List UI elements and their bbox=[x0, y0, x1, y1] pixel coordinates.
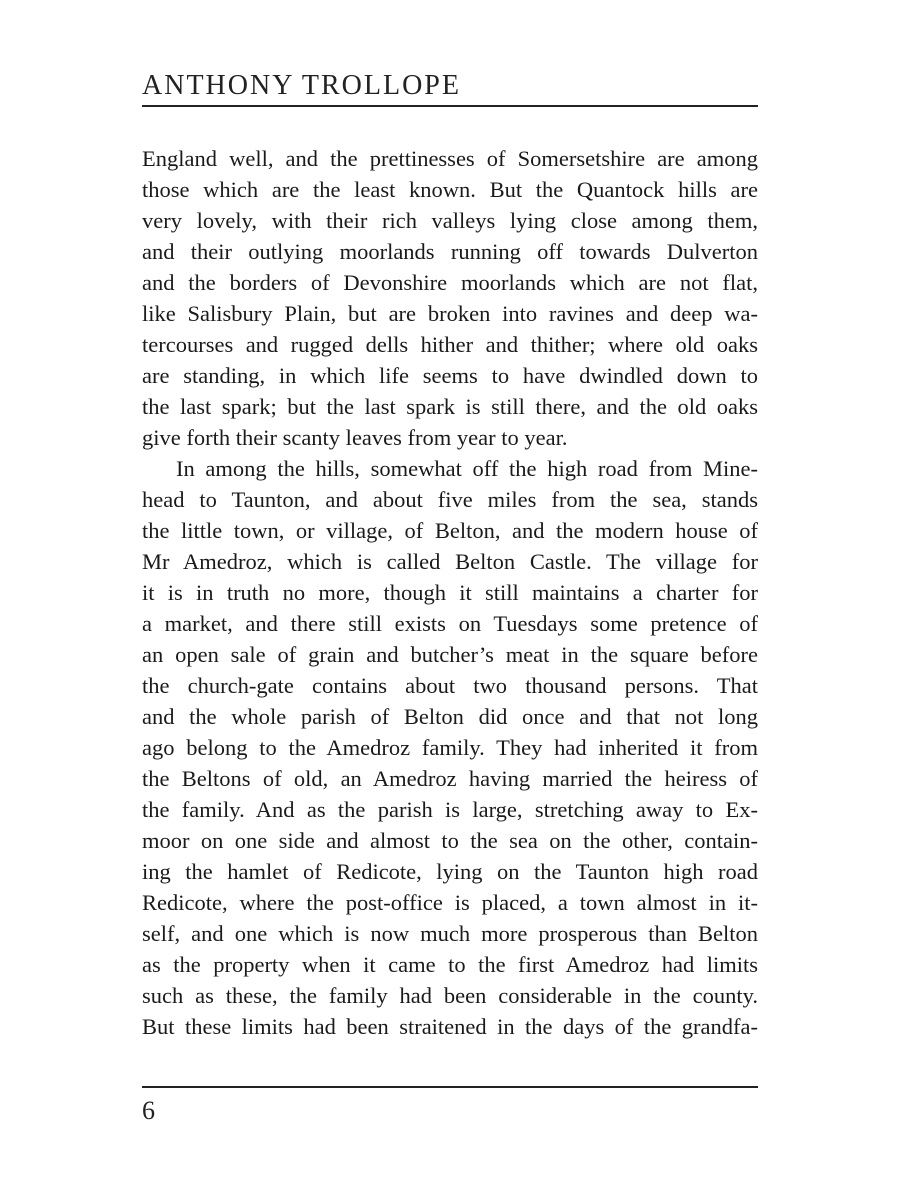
text-line: ing the hamlet of Redicote, lying on the Taunton high road bbox=[142, 859, 758, 884]
text-line: give forth their scanty leaves from year to year. bbox=[142, 425, 568, 450]
text-line: an open sale of grain and butcher’s meat in the square before bbox=[142, 642, 758, 667]
text-line: and their outlying moorlands running off towards Dulverton bbox=[142, 239, 758, 264]
text-line: are standing, in which life seems to have dwindled down to bbox=[142, 363, 758, 388]
text-line: it is in truth no more, though it still maintains a charter for bbox=[142, 580, 758, 605]
text-line: head to Taunton, and about five miles from the sea, stands bbox=[142, 487, 758, 512]
text-line: and the borders of Devonshire moorlands which are not flat, bbox=[142, 270, 758, 295]
text-line: self, and one which is now much more prosperous than Belton bbox=[142, 921, 758, 946]
text-line: such as these, the family had been considerable in the county. bbox=[142, 983, 758, 1008]
text-line: But these limits had been straitened in the days of the grandfa- bbox=[142, 1014, 758, 1039]
text-line: those which are the least known. But the Quantock hills are bbox=[142, 177, 758, 202]
text-line: like Salisbury Plain, but are broken into ravines and deep wa- bbox=[142, 301, 758, 326]
running-head-title: ANTHONY TROLLOPE bbox=[142, 70, 461, 101]
header-rule bbox=[142, 105, 758, 107]
text-line: very lovely, with their rich valleys lying close among them, bbox=[142, 208, 758, 233]
text-line: England well, and the prettinesses of Somersetshire are among bbox=[142, 146, 758, 171]
text-line: and the whole parish of Belton did once and that not long bbox=[142, 704, 758, 729]
text-line: the family. And as the parish is large, stretching away to Ex- bbox=[142, 797, 758, 822]
text-line: tercourses and rugged dells hither and thither; where old oaks bbox=[142, 332, 758, 357]
text-line: ago belong to the Amedroz family. They had inherited it from bbox=[142, 735, 758, 760]
text-line: Mr Amedroz, which is called Belton Castle. The village for bbox=[142, 549, 758, 574]
text-line: the Beltons of old, an Amedroz having married the heiress of bbox=[142, 766, 758, 791]
footer-rule bbox=[142, 1086, 758, 1088]
body-text bbox=[142, 143, 758, 1042]
paragraph-first-line: In among the hills, somewhat off the high road from Mine- bbox=[176, 456, 758, 481]
text-line: the little town, or village, of Belton, and the modern house of bbox=[142, 518, 758, 543]
text-line: as the property when it came to the first Amedroz had limits bbox=[142, 952, 758, 977]
text-line: the last spark; but the last spark is still there, and the old oaks bbox=[142, 394, 758, 419]
text-line: the church-gate contains about two thousand persons. That bbox=[142, 673, 758, 698]
text-line: moor on one side and almost to the sea on the other, contain- bbox=[142, 828, 758, 853]
text-line: Redicote, where the post-office is placed, a town almost in it- bbox=[142, 890, 758, 915]
text-line: a market, and there still exists on Tuesdays some pretence of bbox=[142, 611, 758, 636]
page-number: 6 bbox=[142, 1096, 155, 1125]
